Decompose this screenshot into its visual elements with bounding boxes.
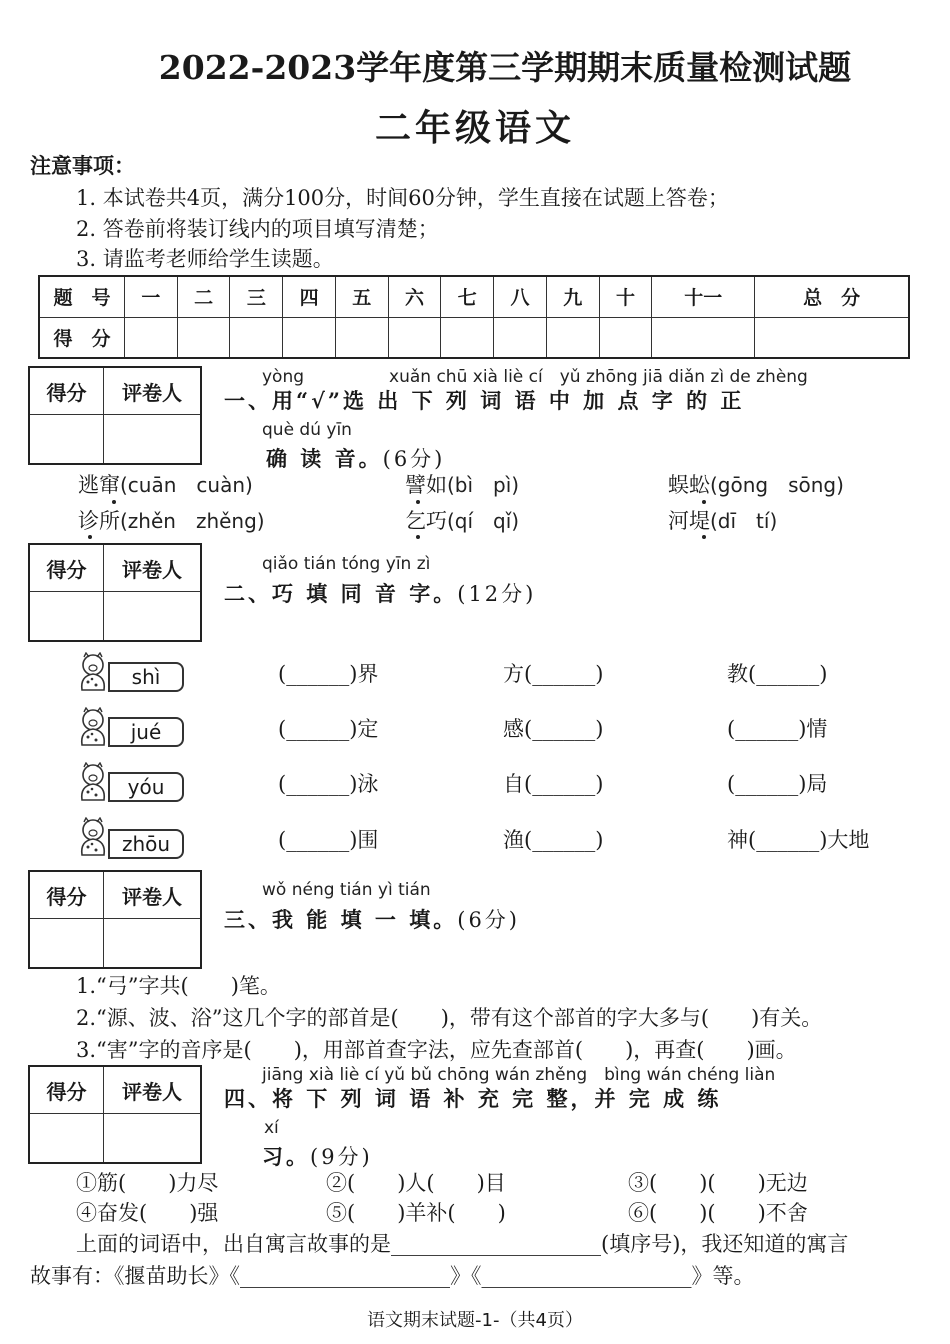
score-col-9: 九 — [546, 276, 599, 317]
score-col-5: 五 — [335, 276, 388, 317]
score-col-1: 一 — [125, 276, 178, 317]
q1-item-word: 乞巧 — [405, 509, 447, 533]
score-table-score-label: 得 分 — [39, 317, 125, 358]
q3-item-1[interactable]: 1.“弓”字共( )笔。 — [76, 974, 281, 998]
score-cell[interactable] — [388, 317, 441, 358]
q2-blank[interactable]: 方(______) — [503, 662, 604, 686]
grader-label: 评卷人 — [122, 884, 182, 909]
q1-item-word: 诊所 — [78, 509, 120, 533]
score-col-3: 三 — [230, 276, 283, 317]
pig-icon — [76, 652, 110, 692]
score-cell[interactable] — [652, 317, 755, 358]
q1-item-word: 譬如 — [405, 473, 447, 497]
q2-blank[interactable]: (______)泳 — [278, 772, 379, 796]
emphasis-dot — [416, 535, 420, 539]
q1-item-word: 逃窜 — [78, 473, 120, 497]
emphasis-dot — [112, 500, 116, 504]
score-col-2: 二 — [177, 276, 230, 317]
q1-item-options[interactable]: (cuān cuàn) — [120, 473, 253, 497]
q1-item-6 — [668, 505, 777, 535]
notice-item-3: 3. 请监考老师给学生读题。 — [76, 247, 334, 271]
q1-item-options[interactable]: (gōng sōng) — [710, 473, 844, 497]
grader-input[interactable] — [104, 415, 200, 463]
sound-box-jue: jué — [108, 717, 184, 747]
q1-item-options[interactable]: (zhěn zhěng) — [120, 509, 265, 533]
q4-pinyin-line2: xí — [264, 1118, 279, 1138]
q1-item-2 — [405, 469, 519, 499]
q4-pinyin-line1: jiāng xià liè cí yǔ bǔ chōng wán zhěng bìng wán chéng liàn — [262, 1065, 776, 1085]
exam-subtitle: 二年级语文 — [374, 107, 575, 149]
score-cell[interactable] — [230, 317, 283, 358]
pig-icon — [76, 817, 110, 857]
score-input[interactable] — [30, 592, 104, 640]
q4-item-2[interactable]: ②( )人( )目 — [326, 1171, 506, 1195]
score-input[interactable] — [30, 919, 104, 967]
q1-item-word: 河堤 — [668, 509, 710, 533]
sound-box-you: yóu — [108, 772, 184, 802]
score-col-8: 八 — [494, 276, 547, 317]
score-cell[interactable] — [125, 317, 178, 358]
score-box-q4 — [28, 1065, 202, 1164]
sound-box-shi: shì — [108, 662, 184, 692]
q1-item-word: 蜈蚣 — [668, 473, 710, 497]
score-cell[interactable] — [599, 317, 652, 358]
q1-item-4 — [78, 505, 265, 535]
grader-input[interactable] — [104, 919, 200, 967]
score-table-header-row — [39, 276, 909, 317]
grader-label: 评卷人 — [122, 557, 182, 582]
q3-score: (6分) — [457, 908, 520, 932]
q1-heading-line1: 一、用“√”选 出 下 列 词 语 中 加 点 字 的 正 — [224, 388, 745, 413]
q4-score: (9分) — [310, 1145, 373, 1169]
q2-blank[interactable]: (______)局 — [727, 772, 828, 796]
q4-item-5[interactable]: ⑤( )羊补( ) — [326, 1201, 506, 1225]
q1-score: (6分) — [382, 447, 446, 471]
q1-item-options[interactable]: (qí qǐ) — [447, 509, 520, 533]
q2-heading — [224, 578, 536, 608]
grader-input[interactable] — [104, 592, 200, 640]
notice-item-2: 2. 答卷前将装订线内的项目填写清楚； — [76, 217, 439, 241]
score-col-total: 总 分 — [755, 276, 909, 317]
score-label: 得分 — [30, 872, 104, 918]
score-table-row-label: 题 号 — [39, 276, 125, 317]
emphasis-dot — [416, 500, 420, 504]
score-cell[interactable] — [546, 317, 599, 358]
emphasis-dot — [702, 535, 706, 539]
score-label: 得分 — [30, 545, 104, 591]
pig-icon — [76, 762, 110, 802]
q1-item-3 — [668, 469, 844, 499]
q2-blank[interactable]: 自(______) — [503, 772, 604, 796]
emphasis-dot — [88, 535, 92, 539]
emphasis-dot — [702, 500, 706, 504]
score-cell[interactable] — [441, 317, 494, 358]
score-cell[interactable] — [283, 317, 336, 358]
q1-item-1 — [78, 469, 253, 499]
q4-line-2[interactable]: 故事有：《揠苗助长》《____________________》《____________________》等。 — [30, 1264, 755, 1288]
score-label: 得分 — [30, 1067, 104, 1113]
sound-box-zhou: zhōu — [108, 829, 184, 859]
q2-blank[interactable]: (______)情 — [727, 717, 828, 741]
score-col-11: 十一 — [652, 276, 755, 317]
q4-item-1[interactable]: ①筋( )力尽 — [76, 1171, 219, 1195]
grader-label: 评卷人 — [122, 380, 182, 405]
notice-item-1: 1. 本试卷共4页，满分100分，时间60分钟，学生直接在试题上答卷； — [76, 186, 729, 210]
q4-item-3[interactable]: ③( )( )无边 — [628, 1171, 808, 1195]
score-col-6: 六 — [388, 276, 441, 317]
q4-line-1[interactable]: 上面的词语中，出自寓言故事的是____________________(填序号)，我还知道的寓言 — [76, 1232, 849, 1256]
q1-item-options[interactable]: (dī tí) — [710, 509, 778, 533]
score-col-7: 七 — [441, 276, 494, 317]
q4-item-4[interactable]: ④奋发( )强 — [76, 1201, 219, 1225]
q1-item-5 — [405, 505, 519, 535]
q2-pinyin: qiǎo tián tóng yīn zì — [262, 554, 431, 574]
q3-item-2[interactable]: 2.“源、波、浴”这几个字的部首是( )，带有这个部首的字大多与( )有关。 — [76, 1006, 823, 1030]
score-cell[interactable] — [494, 317, 547, 358]
q2-blank[interactable]: (______)围 — [278, 828, 379, 852]
q4-item-6[interactable]: ⑥( )( )不舍 — [628, 1201, 808, 1225]
q2-heading-text: 二、巧 填 同 音 字。 — [224, 581, 458, 606]
page-footer: 语文期末试题-1-（共4页） — [367, 1310, 583, 1331]
q2-blank[interactable]: 感(______) — [503, 717, 604, 741]
q3-item-3[interactable]: 3.“害”字的音序是( )，用部首查字法，应先查部首( )，再查( )画。 — [76, 1038, 797, 1062]
q2-blank[interactable]: 渔(______) — [503, 828, 604, 852]
grader-label: 评卷人 — [122, 1079, 182, 1104]
score-col-10: 十 — [599, 276, 652, 317]
q2-blank[interactable]: 神(______)大地 — [727, 828, 870, 852]
score-box-q1 — [28, 366, 202, 465]
q2-blank[interactable]: 教(______) — [727, 662, 828, 686]
q4-heading-text: 习。 — [262, 1144, 310, 1169]
score-label: 得分 — [30, 368, 104, 414]
q3-heading-text: 三、我 能 填 一 填。 — [224, 907, 458, 932]
score-table — [38, 275, 910, 359]
q2-score: (12分) — [457, 582, 537, 606]
score-input[interactable] — [30, 1114, 104, 1162]
score-box-q3 — [28, 870, 202, 969]
grader-input[interactable] — [104, 1114, 200, 1162]
score-input[interactable] — [30, 415, 104, 463]
q1-pinyin-line1: yòng xuǎn chū xià liè cí yǔ zhōng jiā diǎn zì de zhèng — [262, 367, 808, 387]
score-cell[interactable] — [177, 317, 230, 358]
exam-title: 2022-2023学年度第三学期期末质量检测试题 — [158, 48, 852, 87]
q3-heading — [224, 904, 520, 934]
q3-pinyin: wǒ néng tián yì tián — [262, 880, 431, 900]
q1-item-options[interactable]: (bì pì) — [447, 473, 520, 497]
score-table-score-row — [39, 317, 909, 358]
q4-heading-line1: 四、将 下 列 词 语 补 充 完 整，并 完 成 练 — [224, 1086, 722, 1111]
score-col-4: 四 — [283, 276, 336, 317]
q1-pinyin-line2: què dú yīn — [262, 420, 352, 440]
score-cell[interactable] — [335, 317, 388, 358]
notice-heading: 注意事项： — [30, 153, 135, 178]
score-box-q2 — [28, 543, 202, 642]
q1-heading-text: 确 读 音。 — [266, 446, 383, 471]
pig-icon — [76, 707, 110, 747]
score-cell[interactable] — [755, 317, 909, 358]
q2-blank[interactable]: (______)界 — [278, 662, 379, 686]
q2-blank[interactable]: (______)定 — [278, 717, 379, 741]
